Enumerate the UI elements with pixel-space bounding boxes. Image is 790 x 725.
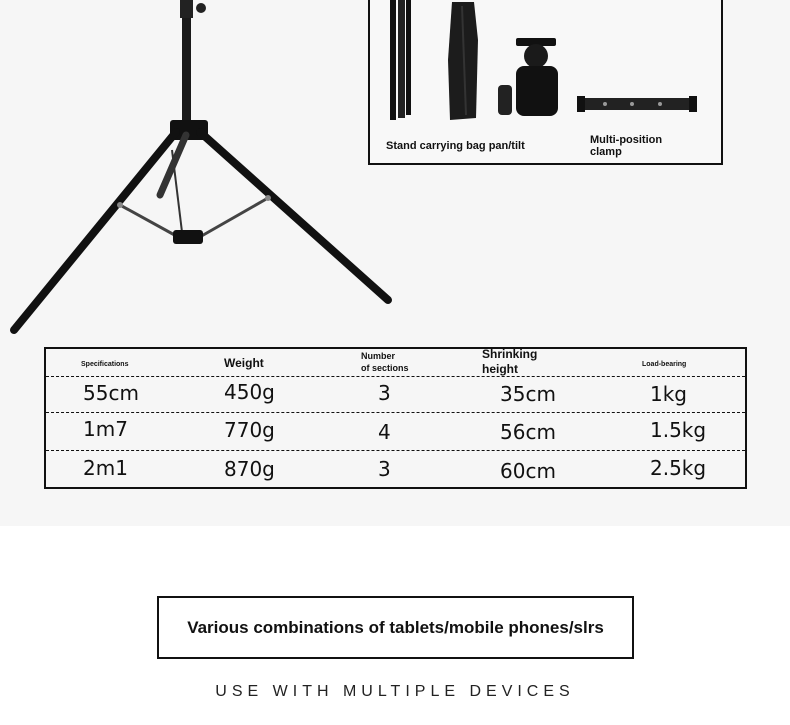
- tripod-stand-image: [0, 0, 400, 340]
- table-cell-spec: 2m1: [83, 456, 128, 480]
- table-cell-weight: 770g: [224, 418, 275, 442]
- table-cell-weight: 450g: [224, 380, 275, 404]
- table-cell-sections: 3: [378, 457, 391, 481]
- table-divider: [46, 376, 745, 377]
- header-sections-line1: Number: [361, 351, 396, 361]
- table-cell-weight: 870g: [224, 457, 275, 481]
- header-specifications: Specifications: [81, 361, 129, 368]
- accessories-panel: [368, 0, 723, 165]
- combinations-banner: [157, 596, 634, 659]
- clamp-label: [590, 134, 662, 158]
- header-sections-line2: of sections: [361, 363, 409, 373]
- multiple-devices-heading: USE WITH MULTIPLE DEVICES: [215, 683, 575, 700]
- table-cell-height: 56cm: [500, 420, 556, 444]
- clamp-label-line1: Multi-position: [590, 134, 663, 146]
- header-shrinking-line2: height: [482, 362, 518, 376]
- combinations-text: Various combinations of tablets/mobile phones/slrs: [187, 617, 604, 637]
- header-shrinking-height: [482, 347, 537, 377]
- specifications-table: [44, 347, 747, 489]
- table-cell-height: 35cm: [500, 382, 556, 406]
- table-cell-sections: 4: [378, 420, 391, 444]
- table-cell-spec: 1m7: [83, 417, 128, 441]
- table-divider: [46, 412, 745, 413]
- header-number-of-sections: [361, 350, 409, 374]
- clamp-label-line2: clamp: [590, 146, 622, 158]
- header-weight: Weight: [224, 356, 264, 370]
- table-cell-sections: 3: [378, 381, 391, 405]
- header-load-bearing: Load-bearing: [642, 361, 687, 368]
- table-cell-load: 2.5kg: [650, 456, 707, 480]
- table-cell-load: 1.5kg: [650, 418, 707, 442]
- table-cell-height: 60cm: [500, 459, 556, 483]
- header-shrinking-line1: Shrinking: [482, 347, 538, 361]
- table-cell-load: 1kg: [650, 382, 688, 406]
- table-divider: [46, 450, 745, 451]
- stand-bag-pantilt-label: Stand carrying bag pan/tilt: [386, 140, 525, 152]
- table-cell-spec: 55cm: [83, 381, 139, 405]
